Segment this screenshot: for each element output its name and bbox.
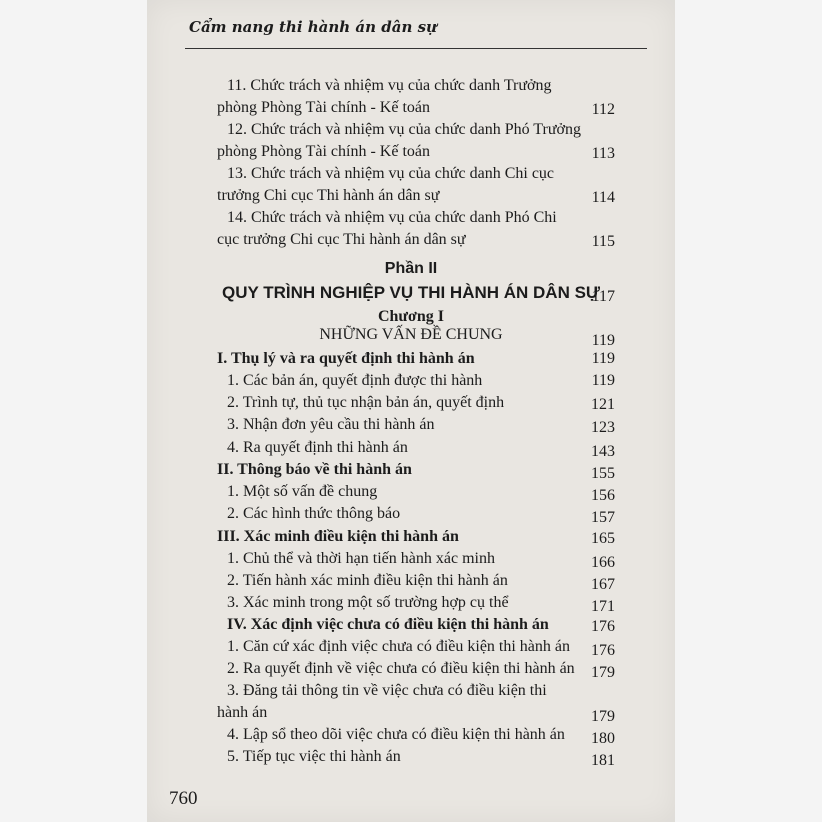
toc-page-number: 155 [591, 465, 615, 482]
toc-section: I. Thụ lý và ra quyết định thi hành án [217, 350, 475, 367]
part-label: Phần II [384, 260, 438, 277]
toc-page-number: 119 [591, 372, 615, 389]
toc-page-number: 114 [591, 189, 615, 206]
toc-entry: 2. Ra quyết định về việc chưa có điều kiện thi hành án [227, 660, 575, 677]
toc-entry: 3. Xác minh trong một số trường hợp cụ thể [227, 594, 509, 611]
toc-entry-line: phòng Phòng Tài chính - Kế toán [217, 143, 431, 160]
toc-page-number: 176 [591, 618, 615, 635]
toc-entry-line: 11. Chức trách và nhiệm vụ của chức danh Trưởng [227, 77, 552, 94]
toc-section: II. Thông báo về thi hành án [217, 461, 412, 478]
toc-entry: 4. Lập sổ theo dõi việc chưa có điều kiện thi hành án [227, 726, 565, 743]
toc-entry-line: hành án [217, 704, 268, 721]
toc-section: III. Xác minh điều kiện thi hành án [217, 528, 459, 545]
toc-page-number: 179 [591, 708, 615, 725]
toc-page-number: 121 [591, 396, 615, 413]
toc-page-number: 166 [591, 554, 615, 571]
toc-entry: 5. Tiếp tục việc thi hành án [227, 748, 401, 765]
toc-page-number: 180 [591, 730, 615, 747]
toc-page-number: 143 [591, 443, 615, 460]
toc-entry-line: trưởng Chi cục Thi hành án dân sự [217, 187, 440, 204]
toc-page-number: 115 [591, 233, 615, 250]
toc-entry: 3. Nhận đơn yêu cầu thi hành án [227, 416, 435, 433]
toc-page-number: 119 [591, 332, 615, 349]
header-rule [185, 48, 647, 49]
running-header: Cẩm nang thi hành án dân sự [189, 18, 437, 36]
chapter-label: Chương I [377, 308, 445, 325]
toc-entry: 2. Trình tự, thủ tục nhận bản án, quyết định [227, 394, 505, 411]
part-title: QUY TRÌNH NGHIỆP VỤ THI HÀNH ÁN DÂN SỰ [221, 283, 601, 302]
toc-page-number: 119 [591, 350, 615, 367]
toc-page-number: 157 [591, 509, 615, 526]
toc-page-number: 112 [591, 101, 615, 118]
toc-page-number: 167 [591, 576, 615, 593]
book-page [147, 0, 675, 822]
toc-entry: 1. Các bản án, quyết định được thi hành [227, 372, 483, 389]
toc-page-number: 179 [591, 664, 615, 681]
toc-page-number: 113 [591, 145, 615, 162]
toc-entry-line: cục trưởng Chi cục Thi hành án dân sự [217, 231, 466, 248]
toc-entry-line: 14. Chức trách và nhiệm vụ của chức danh Phó Chi [227, 209, 557, 226]
toc-entry-line: 12. Chức trách và nhiệm vụ của chức danh Phó Trưởng [227, 121, 581, 138]
toc-entry-line: 3. Đăng tải thông tin về việc chưa có điều kiện thi [227, 682, 547, 699]
toc-section: IV. Xác định việc chưa có điều kiện thi hành án [227, 616, 549, 633]
toc-page-number: 176 [591, 642, 615, 659]
toc-entry: 2. Các hình thức thông báo [227, 505, 401, 522]
toc-entry: 1. Căn cứ xác định việc chưa có điều kiện thi hành án [227, 638, 571, 655]
toc-entry-line: phòng Phòng Tài chính - Kế toán [217, 99, 431, 116]
toc-page-number: 165 [591, 530, 615, 547]
toc-page-number: 117 [591, 288, 615, 305]
toc-entry: 1. Một số vấn đề chung [227, 483, 378, 500]
chapter-title: NHỮNG VẤN ĐỀ CHUNG [319, 326, 503, 343]
toc-page-number: 171 [591, 598, 615, 615]
toc-entry: 4. Ra quyết định thi hành án [227, 439, 408, 456]
page-number: 760 [169, 788, 198, 809]
toc-entry-line: 13. Chức trách và nhiệm vụ của chức danh Chi cục [227, 165, 555, 182]
toc-page-number: 181 [591, 752, 615, 769]
toc-entry: 1. Chủ thể và thời hạn tiến hành xác minh [227, 550, 495, 567]
toc-entry: 2. Tiến hành xác minh điều kiện thi hành án [227, 572, 508, 589]
toc-page-number: 123 [591, 419, 615, 436]
toc-page-number: 156 [591, 487, 615, 504]
